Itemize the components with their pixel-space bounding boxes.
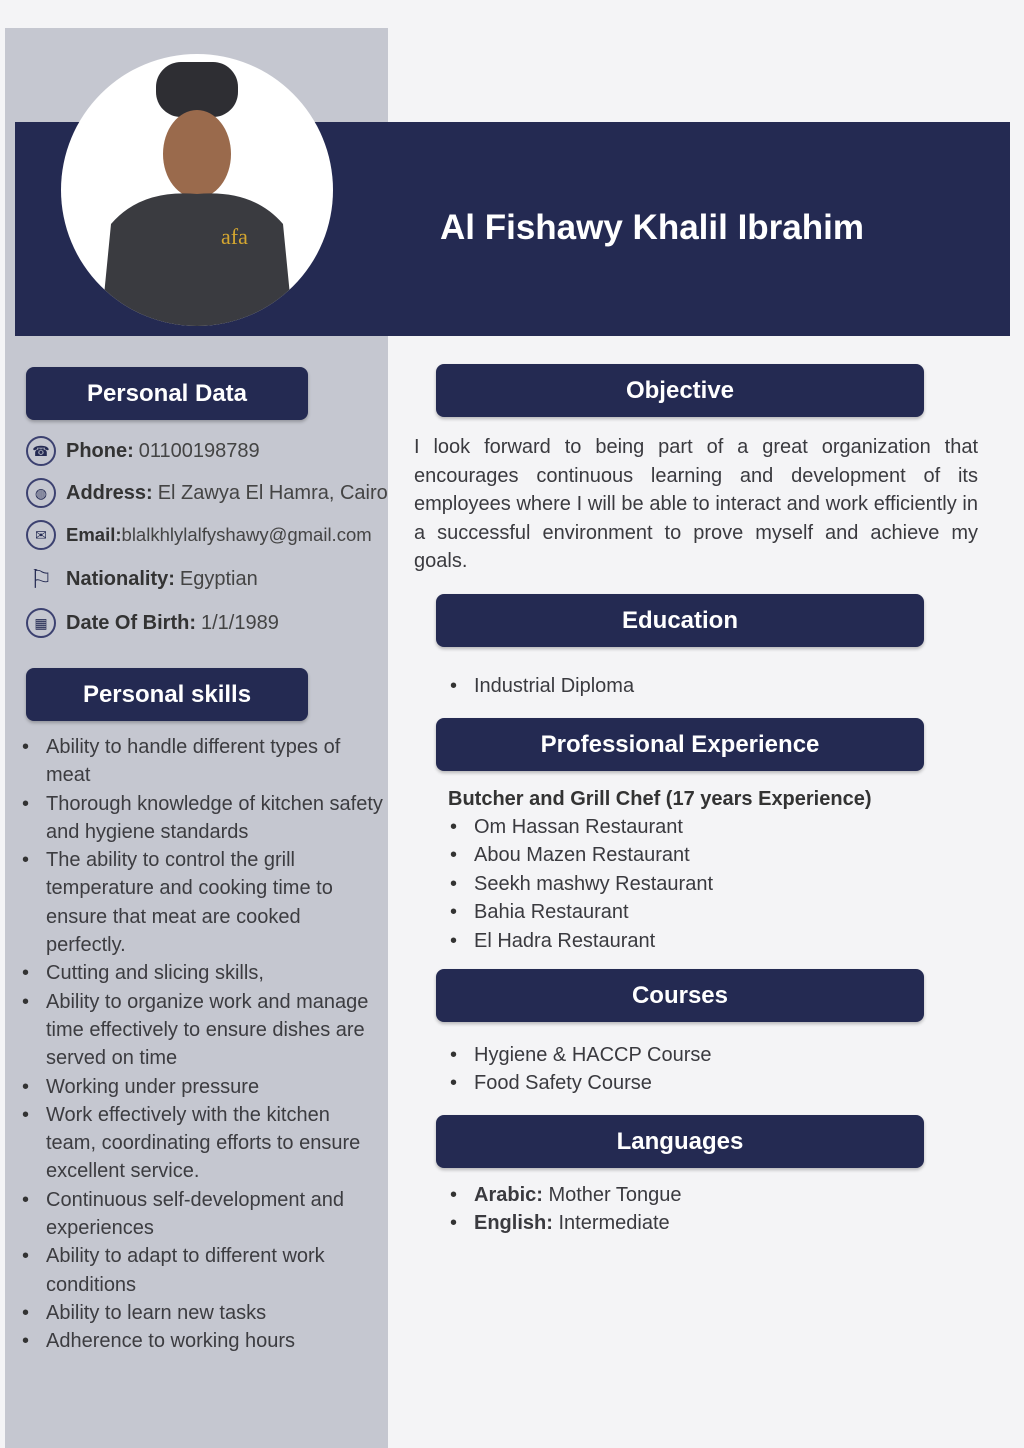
skill-item: • Continuous self-development and experiences [20,1186,385,1243]
language-item: • English: Intermediate [448,1209,682,1237]
education-header: Education [436,594,924,647]
profile-photo [61,54,333,326]
education-list [448,672,634,700]
skill-item: • The ability to control the grill temperature and cooking time to ensure that meat are cooked perfectly. [20,846,385,959]
personal-nationality: ⚐ Nationality: Egyptian [26,564,258,594]
workplace-item: • Seekh mashwy Restaurant [448,870,713,898]
skill-item: • Ability to handle different types of meat [20,733,385,790]
languages-list [448,1181,682,1238]
personal-phone: ☎ Phone: 01100198789 [26,436,260,466]
workplace-item: • Om Hassan Restaurant [448,813,713,841]
language-item: • Arabic: Mother Tongue [448,1181,682,1209]
list-item: • Food Safety Course [448,1069,712,1097]
experience-list [448,813,713,955]
skill-item: • Ability to organize work and manage time effectively to ensure dishes are served on time [20,988,385,1073]
personal-skills-header: Personal skills [26,668,308,721]
phone-icon: ☎ [26,436,56,466]
skill-item: • Working under pressure [20,1073,385,1101]
experience-title: Butcher and Grill Chef (17 years Experience) [448,788,872,810]
objective-header: Objective [436,364,924,417]
workplace-item: • Bahia Restaurant [448,898,713,926]
skill-item: • Thorough knowledge of kitchen safety and hygiene standards [20,790,385,847]
list-item: • Industrial Diploma [448,672,634,700]
experience-header: Professional Experience [436,718,924,771]
skill-item: • Ability to learn new tasks [20,1299,385,1327]
list-item: • Hygiene & HACCP Course [448,1041,712,1069]
courses-list [448,1041,712,1098]
languages-header: Languages [436,1115,924,1168]
svg-text:afa: afa [221,224,248,249]
objective-text: I look forward to being part of a great organization that encourages continuous learning and development of its employees where I will be able to interact and work efficiently in a successful environment to prove myself and achieve my goals. [414,436,978,572]
flag-icon: ⚐ [29,563,53,594]
personal-dateofbirth: ▦ Date Of Birth: 1/1/1989 [26,608,279,638]
calendar-icon: ▦ [26,608,56,638]
skill-item: • Work effectively with the kitchen team, coordinating efforts to ensure excellent service. [20,1101,385,1186]
skill-item: • Ability to adapt to different work conditions [20,1242,385,1299]
skill-item: • Cutting and slicing skills, [20,959,385,987]
workplace-item: • El Hadra Restaurant [448,927,713,955]
personal-data-header: Personal Data [26,367,308,420]
skills-list [20,733,385,1356]
candidate-name: Al Fishawy Khalil Ibrahim [440,208,864,247]
workplace-item: • Abou Mazen Restaurant [448,841,713,869]
courses-header: Courses [436,969,924,1022]
globe-icon: ◍ [26,478,56,508]
email-icon: ✉ [26,520,56,550]
skill-item: • Adherence to working hours [20,1327,385,1355]
personal-address: ◍ Address: El Zawya El Hamra, Cairo [26,478,388,508]
personal-email: ✉ Email: blalkhlylalfyshawy@gmail.com [26,520,372,550]
